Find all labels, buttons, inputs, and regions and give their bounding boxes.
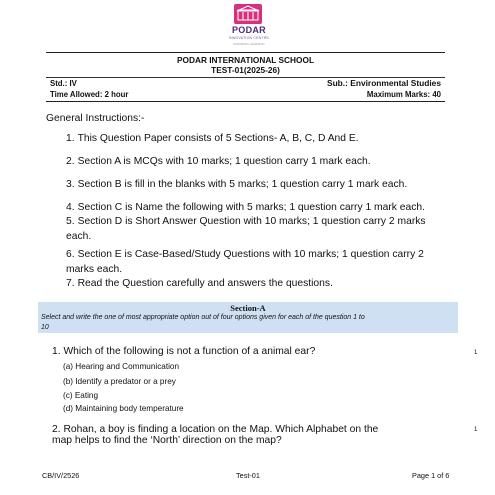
- logo-subtitle: INNOVATION CENTRE: [228, 36, 270, 40]
- instruction-item: 1. This Question Paper consists of 5 Sections- A, B, C, D And E.: [66, 133, 359, 144]
- question-1-marks: 1: [474, 350, 478, 356]
- logo-name: PODAR: [231, 25, 266, 35]
- instruction-item: 4. Section C is Name the following with 5 marks; 1 question carry 1 mark each.: [66, 202, 425, 213]
- instruction-item: 3. Section B is fill in the blanks with 5 marks; 1 question carry 1 mark each.: [66, 179, 408, 190]
- paper-header: [46, 52, 445, 102]
- school-name: PODAR INTERNATIONAL SCHOOL: [176, 55, 315, 65]
- question-2-marks: 1: [474, 427, 478, 433]
- school-logo: [221, 4, 277, 50]
- test-title: TEST-01(2025-26): [211, 65, 280, 75]
- subject-label: Sub.: Environmental Studies: [326, 78, 441, 88]
- time-allowed: Time Allowed: 2 hour: [50, 90, 129, 99]
- question-1: 1. Which of the following is not a function of a animal ear?: [52, 346, 316, 357]
- question-2: 2. Rohan, a boy is finding a location on the Map. Which Alphabet on the map helps to find the ‘North’ direction on the map?: [52, 424, 379, 446]
- option-b: (b) Identify a predator or a prey: [63, 377, 176, 386]
- section-title: Section-A: [230, 303, 266, 313]
- instruction-item: 2. Section A is MCQs with 10 marks; 1 question carry 1 mark each.: [66, 156, 371, 167]
- paper-code: CB/IV/2526: [42, 471, 80, 480]
- page-number: Page 1 of 6: [412, 471, 450, 480]
- instructions-heading: General Instructions:-: [46, 113, 145, 124]
- option-d: (d) Maintaining body temperature: [63, 404, 184, 413]
- instruction-item: 6. Section E is Case-Based/Study Questions with 10 marks; 1 question carry 2 marks each.: [66, 249, 424, 275]
- section-a-banner: [38, 302, 458, 333]
- footer-test: Test-01: [236, 471, 260, 480]
- section-instruction: Select and write the one of most appropriate option out of four options given for each of the question 1 to 10: [41, 314, 365, 331]
- standard-label: Std.: IV: [50, 79, 77, 88]
- option-c: (c) Eating: [63, 391, 99, 400]
- instruction-item: 7. Read the Question carefully and answers the questions.: [66, 278, 333, 289]
- logo-emblem-icon: [234, 4, 262, 24]
- instruction-item: 5. Section D is Short Answer Question with 10 marks; 1 question carry 2 marks each.: [66, 216, 426, 242]
- option-a: (a) Hearing and Communication: [63, 362, 180, 371]
- logo-tagline: INSPIRING LEARNING: [233, 42, 265, 46]
- maximum-marks: Maximum Marks: 40: [366, 90, 441, 99]
